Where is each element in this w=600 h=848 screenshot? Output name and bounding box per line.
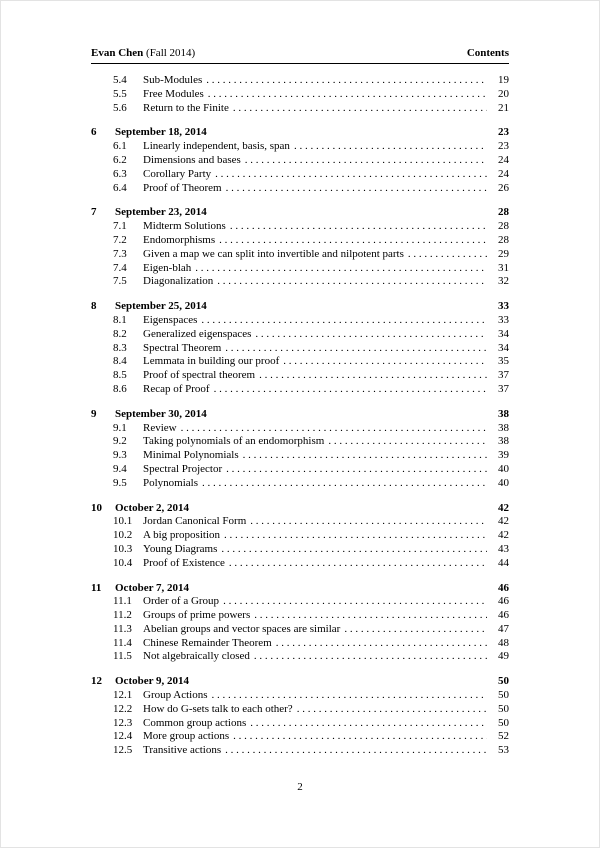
toc-entry-number: 7.4 <box>113 261 127 274</box>
toc-entry-page: 42 <box>498 501 509 514</box>
toc-entry-page: 26 <box>498 181 509 194</box>
toc-entry-title: Proof of Existence <box>143 556 225 569</box>
toc-entry-title: Transitive actions <box>143 744 222 757</box>
page-number: 2 <box>297 781 303 793</box>
toc-subsection-entry[interactable] <box>91 609 509 623</box>
toc-group <box>91 300 509 397</box>
toc-entry-number: 6.1 <box>113 140 127 153</box>
toc-entry-page: 50 <box>498 675 509 688</box>
toc-entry-title: Corollary Party <box>143 167 212 180</box>
toc-entry-number: 10.2 <box>113 529 133 542</box>
toc-section-entry[interactable] <box>91 206 509 220</box>
toc-entry-page: 38 <box>498 421 509 434</box>
toc-subsection-entry[interactable] <box>91 650 509 664</box>
toc-entry-title: October 9, 2014 <box>115 675 190 688</box>
header-left <box>91 47 195 60</box>
dot-leader <box>255 328 487 342</box>
toc-entry-title: Linearly independent, basis, span <box>143 140 290 153</box>
toc-entry-number: 8.6 <box>113 382 127 395</box>
toc-entry-number: 12.1 <box>113 689 133 702</box>
dot-leader <box>225 342 487 356</box>
toc-entry-page: 50 <box>498 716 509 729</box>
toc-entry-page: 50 <box>498 689 509 702</box>
toc-entry-number: 8.1 <box>113 313 127 326</box>
toc-subsection-entry[interactable] <box>91 140 509 154</box>
toc-subsection-entry[interactable] <box>91 248 509 262</box>
toc-subsection-entry[interactable] <box>91 515 509 529</box>
toc-group <box>91 74 509 115</box>
toc-entry-number: 5.6 <box>113 101 127 114</box>
toc-subsection-entry[interactable] <box>91 369 509 383</box>
toc-entry-number: 8.4 <box>113 355 127 368</box>
toc-subsection-entry[interactable] <box>91 154 509 168</box>
toc-entry-title: September 25, 2014 <box>115 300 207 313</box>
toc-group <box>91 675 509 758</box>
toc-entry-title: Free Modules <box>143 87 204 100</box>
toc-subsection-entry[interactable] <box>91 730 509 744</box>
toc-entry-page: 46 <box>498 595 509 608</box>
toc-subsection-entry[interactable] <box>91 275 509 289</box>
dot-leader <box>328 435 487 449</box>
toc-section-entry[interactable] <box>91 675 509 689</box>
toc-subsection-entry[interactable] <box>91 529 509 543</box>
toc-entry-title: Midterm Solutions <box>143 220 226 233</box>
toc-entry-title: Common group actions <box>143 716 247 729</box>
toc-entry-page: 48 <box>498 636 509 649</box>
toc-entry-page: 52 <box>498 730 509 743</box>
header-term: (Fall 2014) <box>146 47 196 59</box>
toc-entry-title: Spectral Theorem <box>143 341 222 354</box>
toc-entry-page: 23 <box>498 140 509 153</box>
toc-entry-page: 40 <box>498 462 509 475</box>
dot-leader <box>225 744 487 758</box>
toc-entry-title: September 23, 2014 <box>115 206 207 219</box>
dot-leader <box>283 355 487 369</box>
dot-leader <box>294 140 487 154</box>
dot-leader <box>181 422 487 436</box>
dot-leader <box>201 314 487 328</box>
toc-entry-number: 12.3 <box>113 716 133 729</box>
toc-subsection-entry[interactable] <box>91 477 509 491</box>
toc-subsection-entry[interactable] <box>91 328 509 342</box>
toc-entry-number: 9.3 <box>113 449 127 462</box>
toc-entry-title: Chinese Remainder Theorem <box>143 636 272 649</box>
toc-entry-number: 11.3 <box>113 622 132 635</box>
toc-entry-title: Given a map we can split into invertible and nilpotent parts <box>143 247 404 260</box>
toc-subsection-entry[interactable] <box>91 74 509 88</box>
toc-entry-page: 28 <box>498 233 509 246</box>
toc-entry-page: 29 <box>498 247 509 260</box>
toc-subsection-entry[interactable] <box>91 88 509 102</box>
toc-subsection-entry[interactable] <box>91 543 509 557</box>
toc-entry-title: Endomorphisms <box>143 233 216 246</box>
toc-entry-page: 38 <box>498 435 509 448</box>
toc-entry-number: 9 <box>91 407 97 420</box>
toc-entry-title: Groups of prime powers <box>143 609 251 622</box>
dot-leader <box>233 102 487 116</box>
toc-entry-title: Diagonalization <box>143 275 214 288</box>
toc-subsection-entry[interactable] <box>91 623 509 637</box>
page-header <box>91 47 509 64</box>
toc-entry-page: 34 <box>498 341 509 354</box>
dot-leader <box>221 543 487 557</box>
toc-section-entry[interactable] <box>91 502 509 516</box>
toc-entry-page: 39 <box>498 449 509 462</box>
dot-leader <box>250 717 487 731</box>
toc-entry-title: Taking polynomials of an endomorphism <box>143 435 325 448</box>
dot-leader <box>243 449 487 463</box>
toc-entry-number: 8 <box>91 300 97 313</box>
toc-group <box>91 582 509 665</box>
dot-leader <box>344 623 487 637</box>
toc-subsection-entry[interactable] <box>91 102 509 116</box>
toc-subsection-entry[interactable] <box>91 182 509 196</box>
toc-entry-page: 47 <box>498 622 509 635</box>
dot-leader <box>254 650 487 664</box>
toc-entry-number: 9.5 <box>113 476 127 489</box>
toc-entry-number: 7.1 <box>113 220 127 233</box>
dot-leader <box>226 182 487 196</box>
toc-entry-number: 6.3 <box>113 167 127 180</box>
toc-subsection-entry[interactable] <box>91 383 509 397</box>
toc-entry-number: 11.2 <box>113 609 132 622</box>
dot-leader <box>226 463 487 477</box>
toc-entry-page: 40 <box>498 476 509 489</box>
toc-entry-title: Sub-Modules <box>143 74 203 86</box>
toc-group <box>91 206 509 289</box>
toc-entry-title: A big proposition <box>143 529 221 542</box>
toc-entry-title: Eigenspaces <box>143 313 198 326</box>
toc-entry-title: Group Actions <box>143 689 208 702</box>
toc-subsection-entry[interactable] <box>91 220 509 234</box>
dot-leader <box>211 689 487 703</box>
toc-entry-title: Eigen-blah <box>143 261 192 274</box>
toc-entry-page: 42 <box>498 529 509 542</box>
toc-subsection-entry[interactable] <box>91 449 509 463</box>
toc-entry-number: 11.5 <box>113 650 132 663</box>
toc-section-entry[interactable] <box>91 126 509 140</box>
toc-entry-number: 12 <box>91 675 102 688</box>
toc-entry-title: Abelian groups and vector spaces are similar <box>143 622 341 635</box>
toc-entry-number: 5.4 <box>113 74 127 86</box>
toc-entry-page: 24 <box>498 167 509 180</box>
toc-entry-number: 10.4 <box>113 556 133 569</box>
toc-entry-title: September 30, 2014 <box>115 407 207 420</box>
toc-subsection-entry[interactable] <box>91 595 509 609</box>
toc-entry-page: 44 <box>498 556 509 569</box>
toc-entry-page: 38 <box>498 407 509 420</box>
toc-subsection-entry[interactable] <box>91 422 509 436</box>
toc-entry-title: Jordan Canonical Form <box>143 515 247 528</box>
toc-entry-number: 10 <box>91 501 102 514</box>
toc-entry-page: 19 <box>498 74 509 86</box>
toc-subsection-entry[interactable] <box>91 717 509 731</box>
toc-group <box>91 126 509 195</box>
toc-entry-title: Return to the Finite <box>143 101 229 114</box>
toc-entry-page: 24 <box>498 153 509 166</box>
toc-entry-page: 53 <box>498 744 509 757</box>
toc-subsection-entry[interactable] <box>91 637 509 651</box>
toc-entry-page: 28 <box>498 206 509 219</box>
toc-entry-page: 43 <box>498 542 509 555</box>
toc-entry-page: 46 <box>498 609 509 622</box>
toc-entry-page: 33 <box>498 300 509 313</box>
toc-entry-number: 12.2 <box>113 702 133 715</box>
toc-entry-title: Polynomials <box>143 476 199 489</box>
toc-entry-number: 11.1 <box>113 595 132 608</box>
dot-leader <box>408 248 487 262</box>
toc-entry-title: Minimal Polynomials <box>143 449 239 462</box>
toc-subsection-entry[interactable] <box>91 463 509 477</box>
toc-entry-number: 7 <box>91 206 97 219</box>
toc-section-entry[interactable] <box>91 582 509 596</box>
toc-entry-number: 9.4 <box>113 462 127 475</box>
dot-leader <box>259 369 487 383</box>
toc-entry-page: 50 <box>498 702 509 715</box>
toc-entry-page: 33 <box>498 313 509 326</box>
toc-entry-number: 8.3 <box>113 341 127 354</box>
header-author: Evan Chen <box>91 47 144 59</box>
toc-entry-number: 12.5 <box>113 744 133 757</box>
toc-entry-title: October 7, 2014 <box>115 581 190 594</box>
toc-entry-title: Recap of Proof <box>143 382 210 395</box>
toc-entry-page: 37 <box>498 382 509 395</box>
dot-leader <box>219 234 487 248</box>
toc-entry-title: October 2, 2014 <box>115 501 190 514</box>
toc-entry-number: 9.2 <box>113 435 127 448</box>
toc-entry-number: 6.2 <box>113 153 127 166</box>
dot-leader <box>206 74 487 88</box>
toc-entry-number: 11 <box>91 581 102 594</box>
dot-leader <box>202 477 487 491</box>
toc-entry-title: Review <box>143 421 177 434</box>
toc-subsection-entry[interactable] <box>91 168 509 182</box>
toc-entry-title: September 18, 2014 <box>115 126 207 139</box>
toc-entry-page: 37 <box>498 369 509 382</box>
toc-entry-page: 34 <box>498 327 509 340</box>
dot-leader <box>214 383 487 397</box>
dot-leader <box>215 168 487 182</box>
toc-entry-page: 49 <box>498 650 509 663</box>
toc-entry-page: 31 <box>498 261 509 274</box>
toc-entry-number: 8.5 <box>113 369 127 382</box>
toc-entry-title: How do G-sets talk to each other? <box>143 702 293 715</box>
toc-subsection-entry[interactable] <box>91 557 509 571</box>
dot-leader <box>217 275 487 289</box>
toc-entry-number: 10.1 <box>113 515 133 528</box>
toc-entry-number: 5.5 <box>113 87 127 100</box>
dot-leader <box>276 637 487 651</box>
toc-subsection-entry[interactable] <box>91 435 509 449</box>
toc-section-entry[interactable] <box>91 300 509 314</box>
toc-entry-number: 7.2 <box>113 233 127 246</box>
toc-entry-title: Spectral Projector <box>143 462 223 475</box>
toc-entry-page: 23 <box>498 126 509 139</box>
toc-entry-number: 6.4 <box>113 181 127 194</box>
toc-entry-number: 11.4 <box>113 636 132 649</box>
dot-leader <box>245 154 487 168</box>
toc-subsection-entry[interactable] <box>91 744 509 758</box>
toc-subsection-entry[interactable] <box>91 703 509 717</box>
dot-leader <box>250 515 487 529</box>
toc-entry-page: 20 <box>498 87 509 100</box>
table-of-contents <box>91 74 509 758</box>
toc-entry-number: 10.3 <box>113 542 133 555</box>
toc-section-entry[interactable] <box>91 408 509 422</box>
toc-entry-title: More group actions <box>143 730 230 743</box>
toc-entry-page: 46 <box>498 581 509 594</box>
toc-entry-title: Proof of spectral theorem <box>143 369 256 382</box>
toc-subsection-entry[interactable] <box>91 262 509 276</box>
toc-entry-number: 12.4 <box>113 730 133 743</box>
toc-entry-number: 8.2 <box>113 327 127 340</box>
toc-entry-title: Young Diagrams <box>143 542 218 555</box>
dot-leader <box>224 529 487 543</box>
toc-subsection-entry[interactable] <box>91 234 509 248</box>
toc-entry-title: Dimensions and bases <box>143 153 241 166</box>
toc-subsection-entry[interactable] <box>91 342 509 356</box>
toc-entry-number: 6 <box>91 126 97 139</box>
toc-entry-title: Order of a Group <box>143 595 220 608</box>
dot-leader <box>229 557 487 571</box>
toc-entry-title: Proof of Theorem <box>143 181 222 194</box>
dot-leader <box>195 262 487 276</box>
toc-group <box>91 502 509 571</box>
toc-entry-number: 9.1 <box>113 421 127 434</box>
toc-entry-page: 35 <box>498 355 509 368</box>
dot-leader <box>297 703 487 717</box>
toc-group <box>91 408 509 491</box>
dot-leader <box>223 595 487 609</box>
toc-entry-page: 28 <box>498 220 509 233</box>
toc-subsection-entry[interactable] <box>91 355 509 369</box>
toc-entry-title: Not algebraically closed <box>143 650 250 663</box>
toc-entry-number: 7.5 <box>113 275 127 288</box>
toc-entry-page: 42 <box>498 515 509 528</box>
dot-leader <box>233 730 487 744</box>
toc-subsection-entry[interactable] <box>91 689 509 703</box>
toc-entry-title: Generalized eigenspaces <box>143 327 252 340</box>
dot-leader <box>254 609 487 623</box>
toc-entry-page: 21 <box>498 101 509 114</box>
toc-subsection-entry[interactable] <box>91 314 509 328</box>
toc-entry-page: 32 <box>498 275 509 288</box>
header-section-label: Contents <box>466 47 509 59</box>
dot-leader <box>230 220 487 234</box>
toc-entry-number: 7.3 <box>113 247 127 260</box>
dot-leader <box>208 88 487 102</box>
toc-entry-title: Lemmata in building our proof <box>143 355 280 368</box>
